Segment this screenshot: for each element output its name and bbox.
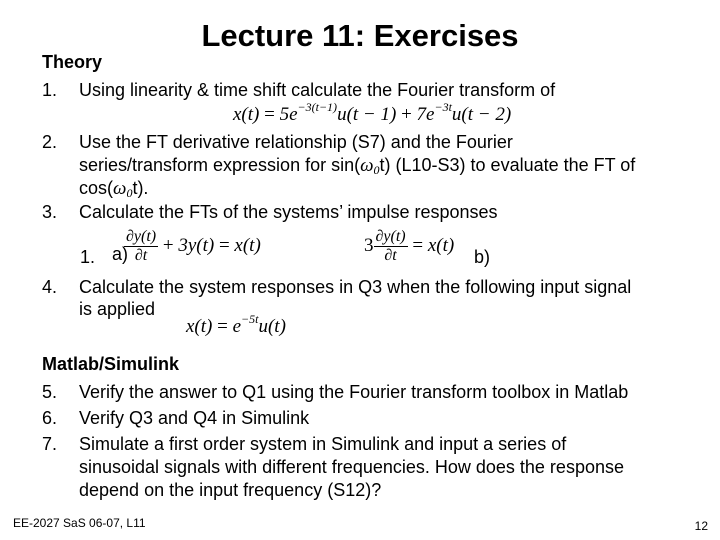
exercise-4-line-1: Calculate the system responses in Q3 when the following input signal [79, 277, 632, 297]
text-fragment: t). [132, 178, 149, 198]
subitem-b-label: b) [474, 247, 491, 267]
exercise-2-line-1: Use the FT derivative relationship (S7) and the Fourier [79, 132, 513, 152]
exercise-3-text: Calculate the FTs of the systems’ impulse responses [79, 202, 498, 222]
item-number: 1. [80, 247, 96, 267]
exercise-2-line-3 [79, 177, 148, 204]
page-number: 12 [694, 519, 708, 533]
item-number: 3. [42, 202, 58, 222]
page-title: Lecture 11: Exercises [201, 18, 519, 53]
equation-input-signal: $x(t) = e^{-5t}u(t)$ [186, 312, 286, 337]
item-number: 4. [42, 277, 58, 297]
item-number: 5. [42, 382, 58, 402]
text-fragment: t) (L10-S3) to evaluate the FT of [379, 155, 636, 175]
equation-x-t-1: $x(t) = 5e^{-3(t-1)}u(t - 1) + 7e^{-3t}u(t - 2)$ [233, 100, 512, 125]
subitem-a-label: a) [112, 244, 129, 264]
exercise-7-line-3: depend on the input frequency (S12)? [79, 480, 382, 500]
text-fragment: cos( [79, 178, 114, 198]
equation-system-a: $\frac{\partial y(t)}{\partial t}$ + 3y(t) = x(t) [126, 228, 261, 264]
item-number: 7. [42, 434, 58, 454]
exercise-1-text: Using linearity & time shift calculate the Fourier transform of [79, 80, 556, 100]
item-number: 6. [42, 408, 58, 428]
text-fragment: series/transform expression for sin( [79, 155, 361, 175]
item-number: 1. [42, 80, 58, 100]
footer-course-label: EE-2027 SaS 06-07, L11 [13, 516, 146, 530]
exercise-2-line-2 [79, 154, 635, 181]
section-heading-matlab: Matlab/Simulink [42, 354, 180, 374]
exercise-7-line-2: sinusoidal signals with different frequencies. How does the response [79, 457, 624, 477]
exercise-5-text: Verify the answer to Q1 using the Fourier transform toolbox in Matlab [79, 382, 629, 402]
section-heading-theory: Theory [42, 52, 103, 72]
exercise-7-line-1: Simulate a first order system in Simulink and input a series of [79, 434, 567, 454]
exercise-6-text: Verify Q3 and Q4 in Simulink [79, 408, 310, 428]
item-number: 2. [42, 132, 58, 152]
equation-system-b: 3 $\frac{\partial y(t)}{\partial t}$ = x(t) [364, 228, 455, 264]
omega-0-symbol: $\omega_0$ [113, 178, 133, 200]
exercise-4-line-2: is applied [79, 299, 156, 319]
omega-0-symbol: $\omega_0$ [360, 155, 380, 177]
